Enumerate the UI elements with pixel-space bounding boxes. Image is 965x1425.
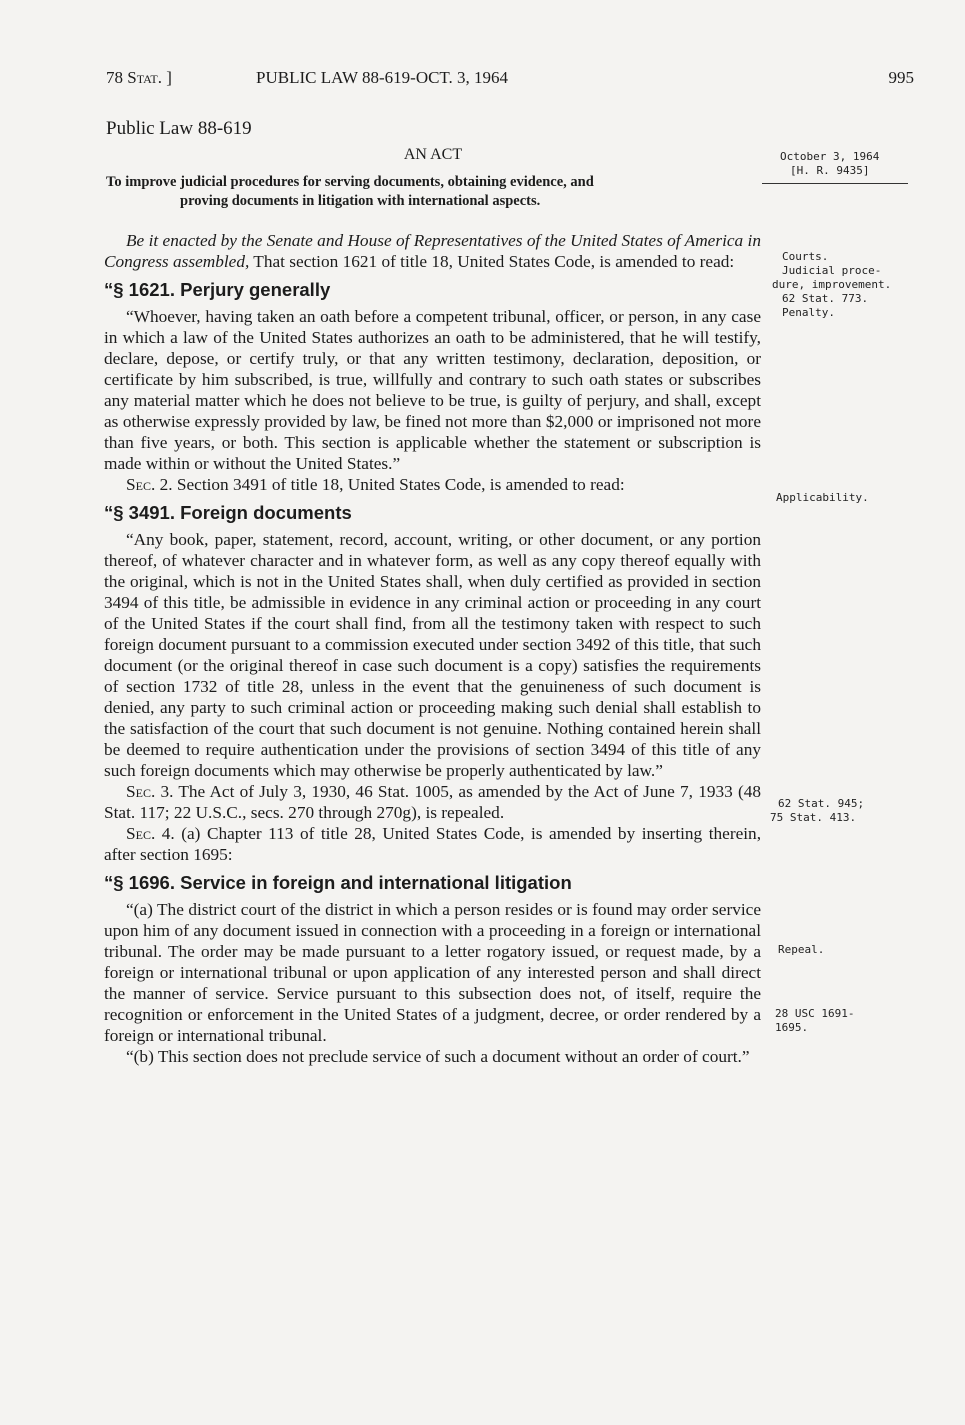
document-body [104,230,761,1067]
section-1696-subsection-a: “(a) The district court of the district in which a person resides or is found may order service upon him of any document issued in connection with a proceeding in a foreign or international tribunal. The order may be made pursuant to a letter rogatory issued, or request made, by a foreign or international tribunal or upon application of any interested person and shall direct the manner of service. Service pursuant to this subsection does not, of itself, require the recognition or enforcement in the United States of a judgment, decree, or order rendered by a foreign or international tribunal. [104,900,761,1045]
margin-usc-reference: 28 USC 1691- 1695. [775,1007,855,1034]
page-number: 995 [888,68,914,87]
enacting-italic: Be it enacted by the Senate and House of Representatives of the United States of America in Congress assembled, [104,231,761,271]
section-1696-heading: “§ 1696. Service in foreign and international litigation [104,872,572,893]
margin-rule [762,183,908,184]
volume-reference: 78 Stat. ] [106,68,172,87]
section-3491-text: “Any book, paper, statement, record, account, writing, or other document, or any portion thereof, of whatever character and in whatever form, as well as any copy thereof equally with the original, which is not in the United States shall, when duly certified as provided in section 3494 of this title, be admissible in evidence in any criminal action or proceeding in any court of the United States if the court shall find, from all the testimony taken with respect to such foreign document pursuant to a commission executed under section 3492 of this title, that such document (or the original thereof in case such document is a copy) satisfies the requirements of section 1732 of title 28, unless in the event that the genuineness of such document is denied, any party to such criminal action or proceeding making such denial shall establish to the satisfaction of the court that such document is not genuine. Nothing contained herein shall be deemed to require authentication under the provisions of section 3494 of this title of any such foreign documents which may otherwise be properly authenticated by law.” [104,530,761,780]
running-title: PUBLIC LAW 88-619-OCT. 3, 1964 [256,68,509,87]
act-label: AN ACT [403,146,463,163]
enacting-clause [104,230,761,272]
enacting-rest: That section 1621 of title 18, United States Code, is amended to read: [249,252,735,271]
act-purpose [106,173,760,211]
section-2-label: Sec. 2. [126,475,173,494]
section-3-label: Sec. 3. [126,782,174,801]
purpose-line-1: To improve judicial procedures for serving documents, obtaining evidence, and [106,174,594,190]
margin-repeal: Repeal. [778,943,825,956]
margin-date: October 3, 1964 [780,150,880,163]
section-4-paragraph [104,823,761,865]
section-3491-heading: “§ 3491. Foreign documents [104,502,352,523]
section-1621-text: “Whoever, having taken an oath before a competent tribunal, officer, or person, in any case in which a law of the United States authorizes an oath to be administered, that he will testify, declare, depose, or certify truly, or that any written testimony, declaration, deposition, or certificate by him subscribed, is true, willfully and contrary to such oath states or subscribes any material matter which he does not believe to be true, is guilty of perjury, and shall, except as otherwise expressly provided by law, be fined not more than $2,000 or imprisoned not more than five years, or both. This section is applicable whether the statement or subscription is made within or without the United States.” [104,307,761,473]
section-1696-subsection-b: “(b) This section does not preclude service of such a document without an order of court.” [126,1047,750,1066]
section-2-text: Section 3491 of title 18, United States Code, is amended to read: [172,475,625,494]
section-1621-heading: “§ 1621. Perjury generally [104,279,331,300]
purpose-line-2: proving documents in litigation with international aspects. [180,193,541,209]
page-header [106,68,914,94]
section-4-label: Sec. 4. [126,824,175,843]
margin-courts-note: Courts. Judicial proce- dure, improvement. 62 Stat. 773. Penalty. [772,250,892,319]
section-3-text: The Act of July 3, 1930, 46 Stat. 1005, as amended by the Act of June 7, 1933 (48 Stat. 117; 22 U.S.C., secs. 270 through 270g), is repealed. [104,782,761,822]
section-4-text: (a) Chapter 113 of title 28, United States Code, is amended by inserting therein, after section 1695: [104,824,762,864]
margin-bill-number: [H. R. 9435] [790,164,870,177]
section-3-paragraph [104,781,761,823]
law-title: Public Law 88-619 [106,118,252,139]
margin-applicability: Applicability. [776,491,869,504]
section-2-paragraph [104,474,761,495]
margin-stat-reference: 62 Stat. 945; 75 Stat. 413. [770,797,865,824]
